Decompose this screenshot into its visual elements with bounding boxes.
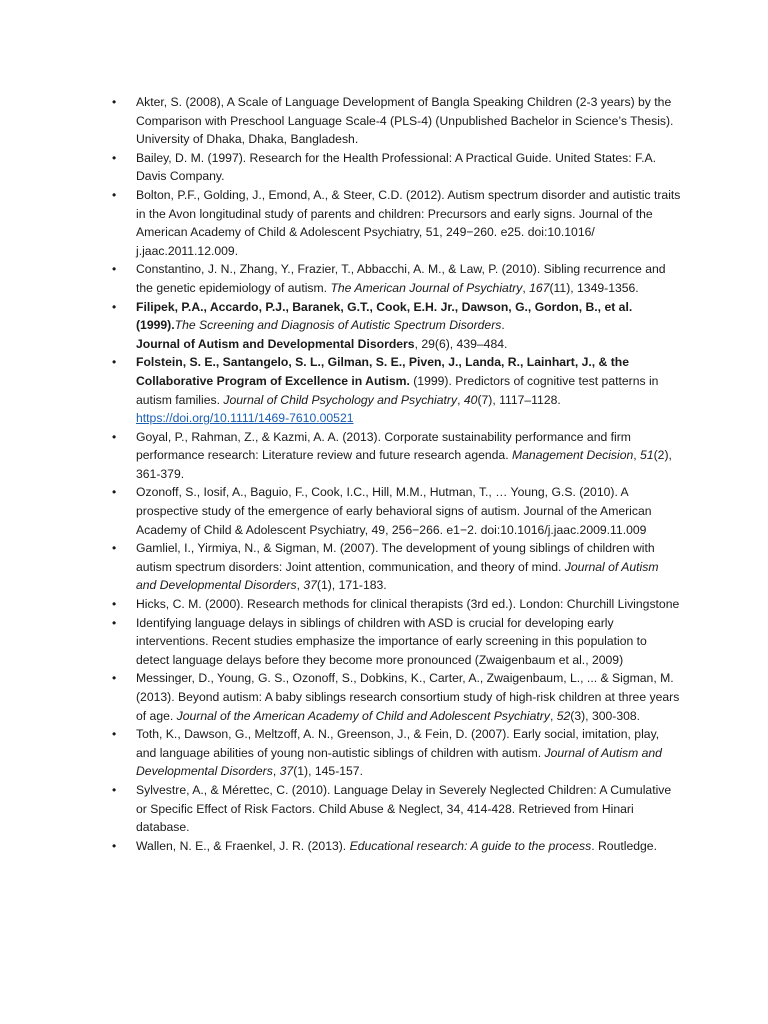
journal-title: Journal of Autism and Developmental Disorders [136,336,415,351]
reference-text: Gamliel, I., Yirmiya, N., & Sigman, M. (2007). The development of young siblings of children with autism spectrum disorders: Joint attention, communication, and theory of mind. [136,541,655,574]
reference-text-end: (11), 1349-1356. [549,280,639,295]
bullet-icon: • [112,782,117,797]
reference-list [112,93,682,855]
reference-item [112,186,682,260]
reference-item [112,595,682,614]
reference-text-end: (1), 171-183. [316,578,387,593]
journal-title: The American Journal of Psychiatry [330,280,523,295]
reference-authors: Folstein, S. E., Santangelo, S. L., Gilman, S. E., Piven, J., Landa, R., Lainhart, J., & the Collaborative Program of Excellence in Autism. [136,355,630,388]
reference-text: Sylvestre, A., & Mérettec, C. (2010). Language Delay in Severely Neglected Children: A Cumulative or Specific Effect of Risk Factors. Child Abuse & Neglect, 34, 414-428. Retrieved from Hinari database. [136,782,672,835]
reference-text-end: (7), 1117–1128. [477,392,561,407]
bullet-icon: • [112,615,117,630]
reference-item [112,669,682,725]
reference-text: Goyal, P., Rahman, Z., & Kazmi, A. A. (2013). Corporate sustainability performance and firm performance research: Literature review and future research agenda. [136,429,631,463]
volume-number: 37 [279,764,294,779]
reference-text: Akter, S. (2008), A Scale of Language Development of Bangla Speaking Children (2-3 years) by the Comparison with Preschool Language Scale-4 (PLS-4) (Unpublished Bachelor in Science’s Thesis). University of Dhaka, Dhaka, Bangladesh. [136,95,674,147]
doi-link[interactable]: https://doi.org/10.1111/1469-7610.00521 [136,411,354,426]
reference-authors: Filipek, P.A., Accardo, P.J., Baranek, G.T., Cook, E.H. Jr., Dawson, G., Gordon, B., et al. (1999). [136,299,633,333]
bullet-icon: • [112,299,117,314]
reference-item [112,149,682,186]
reference-item [112,614,682,670]
reference-separator: , [522,280,530,295]
bullet-icon: • [112,727,117,742]
reference-item [112,539,682,595]
book-title: Educational research: A guide to the process [349,838,592,853]
journal-title: Journal of Autism and Developmental Disorders [136,745,662,779]
reference-separator: , [457,392,464,407]
reference-text: Constantino, J. N., Zhang, Y., Frazier, T., Abbacchi, A. M., & Law, P. (2010). Sibling recurrence and the genetic epidemiology of autism. [136,262,666,295]
reference-item [112,298,682,354]
reference-separator: , [296,578,304,593]
journal-title: Journal of Child Psychology and Psychiatry [223,392,458,407]
reference-text: Messinger, D., Young, G. S., Ozonoff, S., Dobkins, K., Carter, A., Zwaigenbaum, L., ... & Sigman, M. (2013). Beyond autism: A baby siblings research consortium study of high-risk children at three years of age. [136,671,680,723]
reference-item [112,483,682,539]
volume-number: 52 [556,708,571,723]
volume-number: 167 [529,280,550,295]
bullet-icon: • [112,541,117,556]
reference-text: Bailey, D. M. (1997). Research for the Health Professional: A Practical Guide. United States: F.A. Davis Company. [136,150,657,184]
reference-item [112,725,682,781]
reference-item [112,781,682,837]
reference-text: Bolton, P.F., Golding, J., Emond, A., & Steer, C.D. (2012). Autism spectrum disorder and autistic traits in the Avon longitudinal study of parents and children: Precursors and early signs. Journal of the American Academy of Child & Adolescent Psychiatry, 51, 249−260. e25. doi:10.1016/ j.jaac.2011.12.009. [136,187,681,258]
reference-item [112,260,682,297]
volume-number: 40 [463,392,478,407]
reference-item [112,93,682,149]
reference-item [112,837,682,856]
reference-text-end: . Routledge. [591,838,657,853]
reference-text: Hicks, C. M. (2000). Research methods for clinical therapists (3rd ed.). London: Churchill Livingstone [136,597,680,612]
reference-text-end: , 29(6), 439–484. [414,336,508,351]
reference-text: (1999). Predictors of cognitive test patterns in autism families. [136,373,659,407]
bullet-icon: • [112,262,117,277]
journal-title: Journal of the American Academy of Child and Adolescent Psychiatry [176,708,550,723]
reference-item [112,353,682,427]
journal-title: Journal of Autism and Developmental Disorders [136,559,659,593]
title-end: . [501,318,505,333]
volume-number: 37 [303,578,317,593]
journal-title: Management Decision [512,448,634,463]
volume-number: 51 [640,448,654,463]
reference-separator: , [272,764,280,779]
bullet-icon: • [112,150,117,165]
reference-text-end: (1), 145-157. [293,764,363,779]
reference-text: Identifying language delays in siblings of children with ASD is crucial for developing early interventions. Recent studies emphasize the importance of early screening in this population to detect language delays before they become more pronounced (Zwaigenbaum et al., 2009) [136,615,647,667]
reference-text: Toth, K., Dawson, G., Meltzoff, A. N., Greenson, J., & Fein, D. (2007). Early social, imitation, play, and language abilities of young non-autistic siblings of children with autism. [136,727,660,760]
bullet-icon: • [112,187,117,202]
article-title: The Screening and Diagnosis of Autistic Spectrum Disorders [174,318,502,333]
bullet-icon: • [112,838,117,853]
reference-text: Wallen, N. E., & Fraenkel, J. R. (2013). [136,838,350,853]
reference-item [112,428,682,484]
reference-separator: , [633,448,641,463]
bullet-icon: • [112,597,117,612]
bullet-icon: • [112,355,117,370]
bullet-icon: • [112,485,117,500]
reference-text: Ozonoff, S., Iosif, A., Baguio, F., Cook, I.C., Hill, M.M., Hutman, T., … Young, G.S. (2010). A prospective study of the emergence of early behavioral signs of autism. Journal of the American Academy of Child & Adolescent Psychiatry, 49, 256−266. e1−2. doi:10.1016/j.jaac.2009.11.009 [136,485,652,537]
reference-text-end: (2), 361-379. [136,448,672,481]
reference-text-end: (3), 300-308. [570,708,641,723]
reference-separator: , [549,708,557,723]
bullet-icon: • [112,671,117,686]
bullet-icon: • [112,95,117,109]
bullet-icon: • [112,429,117,444]
